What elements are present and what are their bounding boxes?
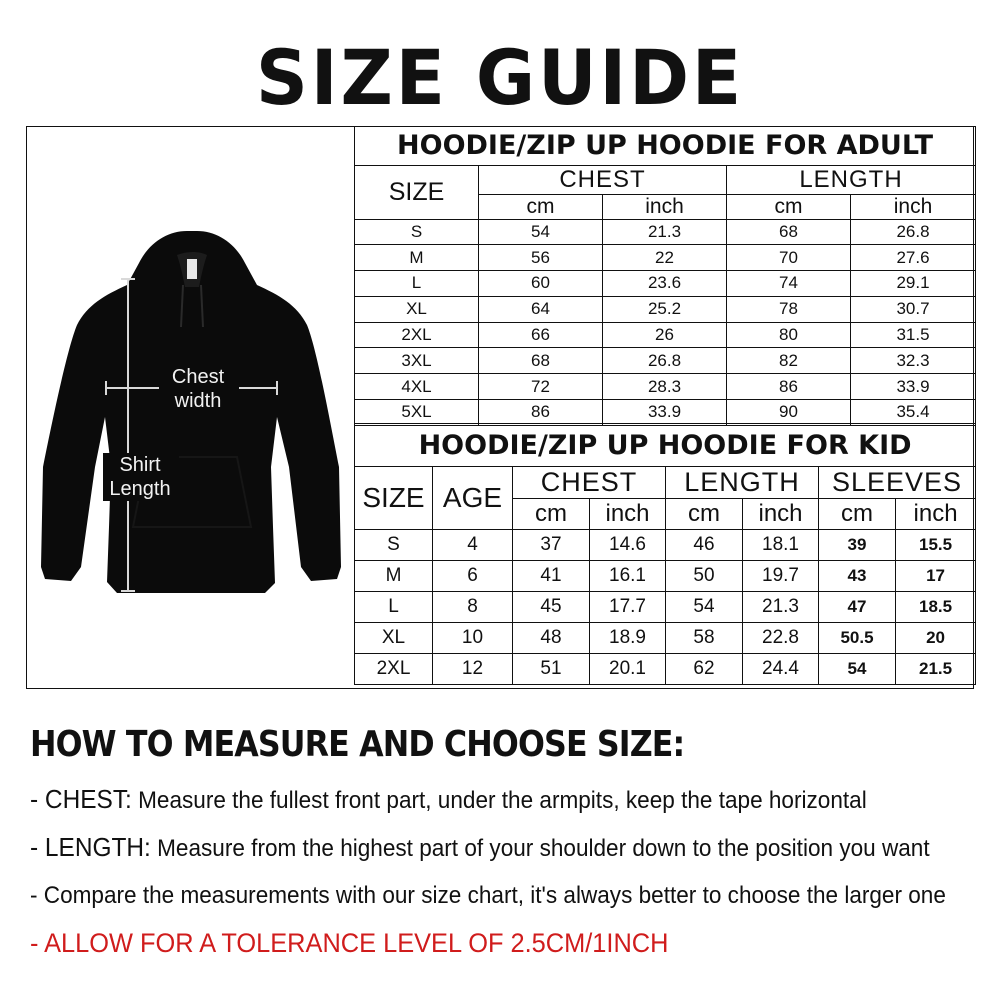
tip-chest-key: - CHEST: bbox=[30, 784, 132, 814]
unit-inch: inch bbox=[603, 194, 727, 219]
age-cell: 12 bbox=[433, 654, 513, 685]
size-cell: L bbox=[355, 271, 479, 297]
age-cell: 6 bbox=[433, 561, 513, 592]
length-inch-cell: 19.7 bbox=[743, 561, 819, 592]
sleeve-inch-cell: 20 bbox=[896, 623, 976, 654]
length-cm-cell: 74 bbox=[727, 271, 851, 297]
chest-inch-cell: 14.6 bbox=[590, 530, 666, 561]
chest-inch-cell: 23.6 bbox=[603, 271, 727, 297]
tip-chest bbox=[30, 784, 867, 815]
size-cell: S bbox=[355, 219, 479, 245]
age-cell: 10 bbox=[433, 623, 513, 654]
table-row bbox=[355, 654, 976, 685]
chest-cm-cell: 56 bbox=[479, 245, 603, 271]
size-chart-frame bbox=[26, 126, 974, 689]
length-inch-cell: 32.3 bbox=[851, 348, 976, 374]
chest-inch-cell: 25.2 bbox=[603, 296, 727, 322]
table-row bbox=[355, 561, 976, 592]
kid-size-header: SIZE bbox=[355, 467, 433, 530]
length-inch-cell: 22.8 bbox=[743, 623, 819, 654]
length-inch-cell: 31.5 bbox=[851, 322, 976, 348]
unit-inch: inch bbox=[743, 499, 819, 530]
table-row bbox=[355, 623, 976, 654]
chest-cm-cell: 64 bbox=[479, 296, 603, 322]
size-cell: 3XL bbox=[355, 348, 479, 374]
chest-inch-cell: 16.1 bbox=[590, 561, 666, 592]
chest-cm-cell: 41 bbox=[513, 561, 590, 592]
size-cell: S bbox=[355, 530, 433, 561]
table-row bbox=[355, 348, 976, 374]
age-cell: 8 bbox=[433, 592, 513, 623]
unit-cm: cm bbox=[513, 499, 590, 530]
unit-inch: inch bbox=[851, 194, 976, 219]
sleeve-inch-cell: 21.5 bbox=[896, 654, 976, 685]
tip-tolerance: - ALLOW FOR A TOLERANCE LEVEL OF 2.5CM/1INCH bbox=[30, 928, 669, 958]
unit-inch: inch bbox=[590, 499, 666, 530]
kid-size-table bbox=[354, 423, 976, 685]
chest-cm-cell: 72 bbox=[479, 374, 603, 400]
sleeve-cm-cell: 47 bbox=[819, 592, 896, 623]
tip-length-key: - LENGTH: bbox=[30, 832, 151, 862]
chest-cm-cell: 66 bbox=[479, 322, 603, 348]
length-inch-cell: 26.8 bbox=[851, 219, 976, 245]
chest-cm-cell: 54 bbox=[479, 219, 603, 245]
chest-inch-cell: 26 bbox=[603, 322, 727, 348]
chest-cm-cell: 48 bbox=[513, 623, 590, 654]
sleeve-inch-cell: 18.5 bbox=[896, 592, 976, 623]
size-cell: M bbox=[355, 245, 479, 271]
chest-inch-cell: 33.9 bbox=[603, 400, 727, 426]
length-cm-cell: 46 bbox=[666, 530, 743, 561]
chest-label-1: Chest bbox=[171, 366, 225, 388]
chest-inch-cell: 20.1 bbox=[590, 654, 666, 685]
adult-chest-header: CHEST bbox=[479, 165, 727, 194]
chest-cm-cell: 51 bbox=[513, 654, 590, 685]
kid-length-header: LENGTH bbox=[666, 467, 819, 499]
length-cm-cell: 78 bbox=[727, 296, 851, 322]
table-row bbox=[355, 296, 976, 322]
howto-title: HOW TO MEASURE AND CHOOSE SIZE: bbox=[30, 724, 685, 765]
chest-inch-cell: 28.3 bbox=[603, 374, 727, 400]
size-cell: 2XL bbox=[355, 654, 433, 685]
unit-cm: cm bbox=[819, 499, 896, 530]
chest-inch-cell: 26.8 bbox=[603, 348, 727, 374]
adult-size-table bbox=[354, 126, 976, 426]
sleeve-inch-cell: 17 bbox=[896, 561, 976, 592]
page-title: SIZE GUIDE bbox=[255, 33, 745, 122]
tip-compare: - Compare the measurements with our size chart, it's always better to choose the larger one bbox=[30, 882, 946, 909]
length-cm-cell: 82 bbox=[727, 348, 851, 374]
chest-cm-cell: 60 bbox=[479, 271, 603, 297]
table-row bbox=[355, 374, 976, 400]
chest-cm-cell: 68 bbox=[479, 348, 603, 374]
chest-cm-cell: 45 bbox=[513, 592, 590, 623]
chest-cm-cell: 86 bbox=[479, 400, 603, 426]
chest-label-2: width bbox=[174, 390, 222, 412]
table-row bbox=[355, 400, 976, 426]
tip-length-text: Measure from the highest part of your shoulder down to the position you want bbox=[150, 835, 930, 862]
length-cm-cell: 62 bbox=[666, 654, 743, 685]
length-inch-cell: 35.4 bbox=[851, 400, 976, 426]
length-inch-cell: 27.6 bbox=[851, 245, 976, 271]
length-cm-cell: 70 bbox=[727, 245, 851, 271]
adult-table-caption: HOODIE/ZIP UP HOODIE FOR ADULT bbox=[355, 126, 976, 165]
size-cell: 2XL bbox=[355, 322, 479, 348]
adult-length-header: LENGTH bbox=[727, 165, 976, 194]
length-cm-cell: 50 bbox=[666, 561, 743, 592]
unit-cm: cm bbox=[666, 499, 743, 530]
chest-inch-cell: 17.7 bbox=[590, 592, 666, 623]
length-inch-cell: 33.9 bbox=[851, 374, 976, 400]
tip-length bbox=[30, 832, 930, 863]
length-cm-cell: 58 bbox=[666, 623, 743, 654]
sleeve-cm-cell: 54 bbox=[819, 654, 896, 685]
chest-inch-cell: 21.3 bbox=[603, 219, 727, 245]
sleeve-cm-cell: 43 bbox=[819, 561, 896, 592]
size-cell: XL bbox=[355, 623, 433, 654]
length-inch-cell: 29.1 bbox=[851, 271, 976, 297]
length-cm-cell: 54 bbox=[666, 592, 743, 623]
length-inch-cell: 21.3 bbox=[743, 592, 819, 623]
length-inch-cell: 30.7 bbox=[851, 296, 976, 322]
table-row bbox=[355, 271, 976, 297]
sleeve-cm-cell: 50.5 bbox=[819, 623, 896, 654]
table-row bbox=[355, 245, 976, 271]
age-cell: 4 bbox=[433, 530, 513, 561]
size-cell: L bbox=[355, 592, 433, 623]
chest-inch-cell: 18.9 bbox=[590, 623, 666, 654]
length-label-1: Shirt bbox=[119, 454, 161, 476]
size-cell: 5XL bbox=[355, 400, 479, 426]
length-cm-cell: 90 bbox=[727, 400, 851, 426]
table-row bbox=[355, 322, 976, 348]
adult-size-header: SIZE bbox=[355, 165, 479, 219]
length-cm-cell: 80 bbox=[727, 322, 851, 348]
kid-table-caption: HOODIE/ZIP UP HOODIE FOR KID bbox=[355, 424, 976, 467]
length-cm-cell: 86 bbox=[727, 374, 851, 400]
sleeve-inch-cell: 15.5 bbox=[896, 530, 976, 561]
size-cell: XL bbox=[355, 296, 479, 322]
unit-cm: cm bbox=[727, 194, 851, 219]
chest-cm-cell: 37 bbox=[513, 530, 590, 561]
unit-cm: cm bbox=[479, 194, 603, 219]
unit-inch: inch bbox=[896, 499, 976, 530]
table-row bbox=[355, 530, 976, 561]
tip-chest-text: Measure the fullest front part, under the armpits, keep the tape horizontal bbox=[131, 787, 867, 814]
kid-chest-header: CHEST bbox=[513, 467, 666, 499]
chest-inch-cell: 22 bbox=[603, 245, 727, 271]
size-cell: M bbox=[355, 561, 433, 592]
sleeve-cm-cell: 39 bbox=[819, 530, 896, 561]
length-label-2: Length bbox=[109, 478, 171, 500]
size-cell: 4XL bbox=[355, 374, 479, 400]
length-inch-cell: 18.1 bbox=[743, 530, 819, 561]
kid-age-header: AGE bbox=[433, 467, 513, 530]
table-row bbox=[355, 219, 976, 245]
kid-sleeves-header: SLEEVES bbox=[819, 467, 976, 499]
length-cm-cell: 68 bbox=[727, 219, 851, 245]
hoodie-illustration bbox=[27, 127, 355, 687]
table-row bbox=[355, 592, 976, 623]
length-inch-cell: 24.4 bbox=[743, 654, 819, 685]
